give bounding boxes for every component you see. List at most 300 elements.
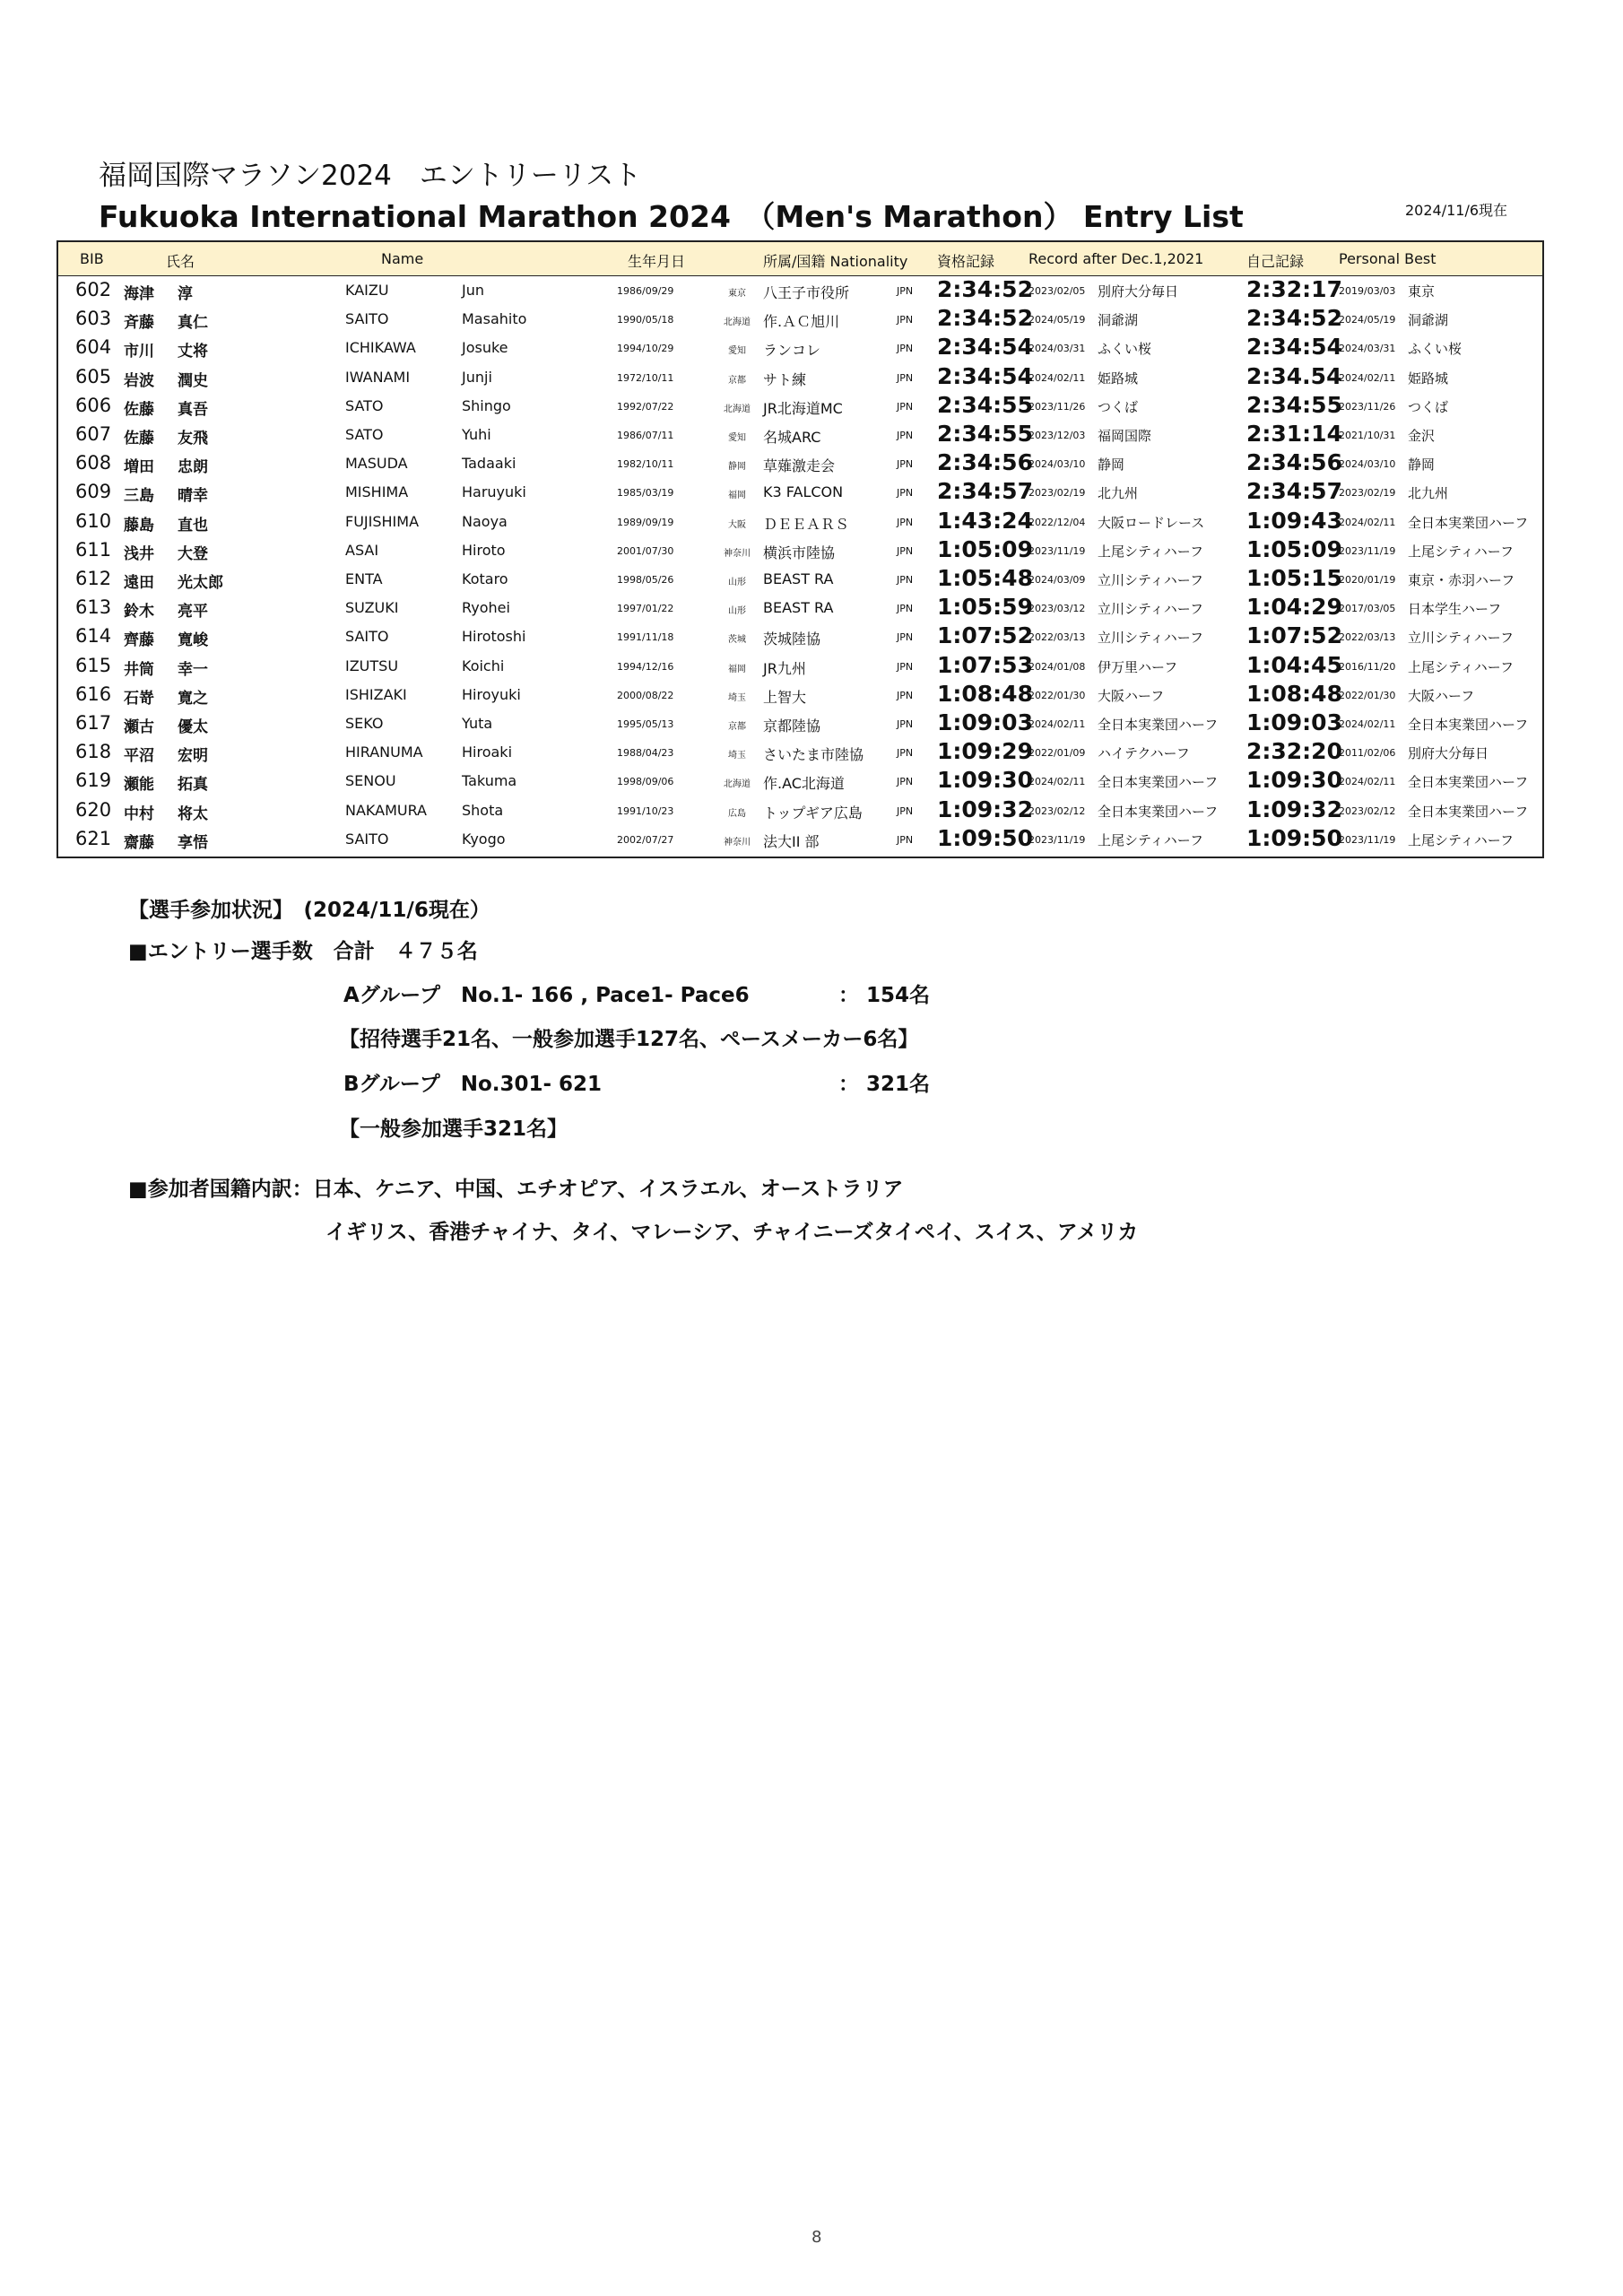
cell-given-name: Shingo xyxy=(462,396,511,414)
cell-qualifying-race: ふくい桜 xyxy=(1098,341,1152,358)
cell-qualifying-race: 上尾シティハーフ xyxy=(1098,831,1204,848)
cell-given-name: Kotaro xyxy=(462,570,508,587)
cell-qualifying-date: 2023/11/19 xyxy=(1028,833,1086,846)
cell-nationality: JPN xyxy=(897,689,914,701)
col-dob: 生年月日 xyxy=(628,253,686,270)
cell-qualifying-time: 1:09:29 xyxy=(937,738,1033,765)
cell-prefecture: 京都 xyxy=(728,375,746,386)
cell-prefecture: 山形 xyxy=(728,606,746,617)
cell-personal-best-race: 別府大分毎日 xyxy=(1408,745,1489,762)
cell-bib: 603 xyxy=(75,308,112,330)
cell-surname: SATO xyxy=(345,426,384,443)
cell-qualifying-race: 伊万里ハーフ xyxy=(1098,658,1178,675)
cell-surname-jp: 佐藤 xyxy=(124,430,154,448)
cell-bib: 612 xyxy=(75,568,112,589)
cell-given-name: Haruyuki xyxy=(462,483,526,501)
cell-qualifying-time: 1:09:32 xyxy=(937,796,1033,822)
cell-surname-jp: 中村 xyxy=(124,804,154,823)
cell-personal-best-date: 2023/02/12 xyxy=(1339,804,1396,817)
cell-nationality: JPN xyxy=(897,458,914,471)
cell-birth-date: 1990/05/18 xyxy=(617,314,674,326)
cell-bib: 610 xyxy=(75,509,112,532)
cell-nationality: JPN xyxy=(897,314,914,326)
cell-personal-best-date: 2020/01/19 xyxy=(1339,574,1396,586)
cell-personal-best-time: 2:34.54 xyxy=(1246,362,1342,389)
cell-qualifying-time: 1:09:50 xyxy=(937,824,1033,851)
table-row xyxy=(58,797,1542,826)
cell-given-name: Shota xyxy=(462,801,504,819)
cell-personal-best-date: 2019/03/03 xyxy=(1339,285,1396,297)
group-a: Aグループ No.1- 166 , Pace1- Pace6 xyxy=(343,984,750,1007)
cell-birth-date: 1991/10/23 xyxy=(617,804,674,817)
col-affiliation: 所属/国籍 Nationality xyxy=(763,253,908,270)
cell-qualifying-date: 2022/03/13 xyxy=(1028,631,1086,644)
cell-affiliation: ランコレ xyxy=(763,342,821,360)
cell-surname: SAITO xyxy=(345,830,389,848)
cell-qualifying-date: 2024/02/11 xyxy=(1028,776,1086,788)
cell-personal-best-race: 金沢 xyxy=(1408,428,1436,444)
cell-personal-best-date: 2017/03/05 xyxy=(1339,603,1396,615)
cell-personal-best-date: 2024/05/19 xyxy=(1339,314,1396,326)
cell-personal-best-date: 2023/11/26 xyxy=(1339,400,1396,413)
table-row xyxy=(58,450,1542,479)
cell-affiliation: 京都陸協 xyxy=(763,718,821,735)
cell-given-name-jp: 優太 xyxy=(178,718,208,736)
cell-birth-date: 1989/09/19 xyxy=(617,516,674,528)
cell-birth-date: 1972/10/11 xyxy=(617,371,674,384)
cell-prefecture: 山形 xyxy=(728,578,746,587)
cell-surname: HIRANUMA xyxy=(345,744,423,761)
cell-nationality: JPN xyxy=(897,487,914,500)
cell-personal-best-date: 2022/03/13 xyxy=(1339,631,1396,644)
cell-personal-best-race: 洞爺湖 xyxy=(1408,312,1449,329)
cell-bib: 609 xyxy=(75,481,112,503)
group-a-count: ： 154名 xyxy=(838,984,931,1007)
cell-nationality: JPN xyxy=(897,631,914,644)
cell-personal-best-race: 上尾シティハーフ xyxy=(1408,658,1515,675)
cell-affiliation: BEAST RA xyxy=(763,570,834,587)
cell-personal-best-time: 1:04:45 xyxy=(1246,651,1342,678)
cell-affiliation: サト練 xyxy=(763,370,807,388)
cell-given-name: Masahito xyxy=(462,310,527,328)
cell-prefecture: 東京 xyxy=(728,289,746,299)
nationalities-line-2: イギリス、香港チャイナ、タイ、マレーシア、チャイニーズタイペイ、スイス、アメリカ xyxy=(325,1221,1139,1244)
cell-bib: 605 xyxy=(75,365,112,387)
table-row xyxy=(58,509,1542,537)
cell-surname-jp: 齊藤 xyxy=(124,631,154,650)
cell-qualifying-time: 2:34:55 xyxy=(937,421,1033,447)
cell-personal-best-race: 立川シティハーフ xyxy=(1408,630,1515,647)
cell-bib: 614 xyxy=(75,625,112,648)
cell-personal-best-race: つくば xyxy=(1408,398,1449,415)
cell-bib: 615 xyxy=(75,654,112,676)
table-row xyxy=(58,768,1542,796)
cell-qualifying-date: 2023/12/03 xyxy=(1028,430,1086,441)
cell-qualifying-race: 立川シティハーフ xyxy=(1098,630,1204,647)
table-header xyxy=(58,242,1542,276)
cell-qualifying-time: 2:34:52 xyxy=(937,276,1033,302)
cell-personal-best-date: 2023/11/19 xyxy=(1339,833,1396,846)
cell-given-name-jp: 享悟 xyxy=(178,833,208,852)
cell-qualifying-time: 1:09:03 xyxy=(937,709,1033,735)
table-row xyxy=(58,277,1542,306)
cell-given-name-jp: 寛峻 xyxy=(178,631,208,650)
cell-prefecture: 埼玉 xyxy=(728,692,746,703)
cell-given-name-jp: 宏明 xyxy=(178,747,208,766)
cell-surname: ENTA xyxy=(345,570,383,587)
cell-birth-date: 1997/01/22 xyxy=(617,603,674,615)
cell-qualifying-time: 2:34:54 xyxy=(937,334,1033,361)
cell-affiliation: BEAST RA xyxy=(763,599,834,617)
col-name-jp: 氏名 xyxy=(166,253,195,270)
cell-personal-best-date: 2024/02/11 xyxy=(1339,516,1396,528)
cell-surname-jp: 瀬古 xyxy=(124,718,154,736)
cell-birth-date: 1998/05/26 xyxy=(617,574,674,586)
cell-birth-date: 1986/07/11 xyxy=(617,430,674,441)
cell-bib: 620 xyxy=(75,798,112,821)
as-of-date: 2024/11/6現在 xyxy=(1405,202,1508,219)
table-row xyxy=(58,595,1542,623)
cell-surname: ICHIKAWA xyxy=(345,339,416,357)
cell-nationality: JPN xyxy=(897,544,914,557)
cell-qualifying-race: 別府大分毎日 xyxy=(1098,283,1179,300)
cell-personal-best-time: 1:04:29 xyxy=(1246,594,1342,621)
cell-surname: NAKAMURA xyxy=(345,801,427,819)
cell-surname-jp: 岩波 xyxy=(124,371,154,390)
cell-given-name-jp: 将太 xyxy=(178,804,208,823)
table-row xyxy=(58,826,1542,855)
cell-surname: MISHIMA xyxy=(345,483,409,501)
cell-surname-jp: 鈴木 xyxy=(124,603,154,622)
cell-qualifying-race: つくば xyxy=(1098,398,1139,415)
cell-personal-best-race: 北九州 xyxy=(1408,485,1449,502)
cell-birth-date: 1994/12/16 xyxy=(617,660,674,673)
cell-bib: 611 xyxy=(75,538,112,561)
cell-given-name-jp: 亮平 xyxy=(178,603,208,622)
cell-qualifying-date: 2024/02/11 xyxy=(1028,371,1086,384)
group-b-count: ： 321名 xyxy=(838,1073,931,1096)
col-name: Name xyxy=(381,250,424,267)
cell-nationality: JPN xyxy=(897,516,914,528)
cell-surname: SENOU xyxy=(345,772,396,790)
cell-qualifying-race: 大阪ロードレース xyxy=(1098,514,1205,531)
cell-given-name: Junji xyxy=(462,368,492,386)
cell-personal-best-race: 姫路城 xyxy=(1408,370,1449,387)
cell-given-name: Takuma xyxy=(462,772,517,790)
cell-qualifying-race: ハイテクハーフ xyxy=(1098,745,1190,762)
table-row xyxy=(58,306,1542,335)
cell-surname: ISHIZAKI xyxy=(345,685,407,703)
col-record-after: Record after Dec.1,2021 xyxy=(1028,250,1204,267)
cell-affiliation: 八王子市役所 xyxy=(763,284,850,301)
cell-qualifying-date: 2022/01/30 xyxy=(1028,689,1086,701)
cell-qualifying-race: 福岡国際 xyxy=(1098,428,1152,444)
cell-affiliation: トップギア広島 xyxy=(763,804,863,822)
cell-qualifying-date: 2024/03/31 xyxy=(1028,343,1086,355)
cell-qualifying-date: 2023/11/19 xyxy=(1028,544,1086,557)
cell-surname: MASUDA xyxy=(345,455,408,473)
cell-affiliation: ＤＥＥＡＲＳ xyxy=(763,515,850,533)
cell-surname-jp: 平沼 xyxy=(124,747,154,766)
cell-qualifying-race: 全日本実業団ハーフ xyxy=(1098,803,1219,820)
group-b-detail: 【一般参加選手321名】 xyxy=(339,1118,568,1141)
cell-personal-best-date: 2024/03/31 xyxy=(1339,343,1396,355)
cell-personal-best-race: 全日本実業団ハーフ xyxy=(1408,717,1529,733)
cell-personal-best-time: 1:09:50 xyxy=(1246,824,1342,851)
page-number: 8 xyxy=(812,2228,822,2247)
cell-surname-jp: 瀬能 xyxy=(124,776,154,795)
cell-qualifying-time: 1:07:52 xyxy=(937,622,1033,649)
cell-affiliation: 上智大 xyxy=(763,688,807,706)
cell-prefecture: 京都 xyxy=(728,722,746,732)
cell-qualifying-time: 1:05:59 xyxy=(937,594,1033,621)
cell-surname-jp: 藤島 xyxy=(124,516,154,535)
cell-given-name-jp: 丈将 xyxy=(178,343,208,361)
cell-affiliation: 名城ARC xyxy=(763,429,821,446)
cell-surname: SUZUKI xyxy=(345,599,399,617)
cell-birth-date: 1985/03/19 xyxy=(617,487,674,500)
cell-qualifying-date: 2023/02/19 xyxy=(1028,487,1086,500)
cell-surname: IWANAMI xyxy=(345,368,411,386)
cell-prefecture: 福岡 xyxy=(728,664,746,674)
cell-nationality: JPN xyxy=(897,343,914,355)
cell-personal-best-date: 2024/02/11 xyxy=(1339,776,1396,788)
cell-prefecture: 大阪 xyxy=(728,519,746,530)
cell-given-name: Yuta xyxy=(462,715,493,732)
cell-affiliation: K3 FALCON xyxy=(763,483,844,501)
summary-heading: 【選手参加状況】 (2024/11/6現在） xyxy=(128,899,490,922)
cell-bib: 608 xyxy=(75,452,112,474)
cell-qualifying-time: 2:34:55 xyxy=(937,391,1033,418)
cell-nationality: JPN xyxy=(897,603,914,615)
cell-given-name: Hirotoshi xyxy=(462,628,526,646)
cell-qualifying-time: 1:43:24 xyxy=(937,507,1033,534)
cell-personal-best-time: 2:34:54 xyxy=(1246,334,1342,361)
cell-bib: 617 xyxy=(75,712,112,734)
cell-nationality: JPN xyxy=(897,285,914,297)
cell-given-name: Ryohei xyxy=(462,599,510,617)
cell-given-name-jp: 忠朗 xyxy=(178,458,208,477)
cell-qualifying-date: 2022/12/04 xyxy=(1028,516,1086,528)
cell-personal-best-time: 1:09:32 xyxy=(1246,796,1342,822)
cell-nationality: JPN xyxy=(897,747,914,760)
cell-surname: ASAI xyxy=(345,541,379,559)
cell-personal-best-race: 東京 xyxy=(1408,283,1436,300)
cell-qualifying-race: 洞爺湖 xyxy=(1098,312,1139,329)
cell-qualifying-date: 2024/03/10 xyxy=(1028,458,1086,471)
table-row xyxy=(58,710,1542,739)
cell-given-name-jp: 淳 xyxy=(178,285,193,303)
cell-surname-jp: 三島 xyxy=(124,487,154,506)
table-row xyxy=(58,739,1542,768)
col-bib: BIB xyxy=(80,250,104,267)
cell-birth-date: 1994/10/29 xyxy=(617,343,674,355)
cell-prefecture: 福岡 xyxy=(728,491,746,501)
cell-qualifying-date: 2023/11/26 xyxy=(1028,400,1086,413)
cell-birth-date: 2000/08/22 xyxy=(617,689,674,701)
cell-qualifying-race: 北九州 xyxy=(1098,485,1139,502)
cell-given-name-jp: 寛之 xyxy=(178,689,208,708)
cell-qualifying-date: 2023/03/12 xyxy=(1028,603,1086,615)
cell-personal-best-time: 1:09:43 xyxy=(1246,507,1342,534)
cell-personal-best-time: 2:32:17 xyxy=(1246,276,1342,302)
cell-personal-best-time: 2:34:52 xyxy=(1246,305,1342,332)
cell-qualifying-date: 2023/02/12 xyxy=(1028,804,1086,817)
cell-personal-best-date: 2024/02/11 xyxy=(1339,718,1396,730)
cell-birth-date: 1998/09/06 xyxy=(617,776,674,788)
table-row xyxy=(58,335,1542,363)
cell-bib: 619 xyxy=(75,770,112,792)
cell-surname-jp: 海津 xyxy=(124,285,154,303)
table-row xyxy=(58,393,1542,422)
cell-birth-date: 1982/10/11 xyxy=(617,458,674,471)
cell-given-name: Josuke xyxy=(462,339,508,357)
col-qualifying: 資格記録 xyxy=(937,253,995,270)
cell-qualifying-race: 静岡 xyxy=(1098,457,1125,474)
cell-qualifying-race: 立川シティハーフ xyxy=(1098,572,1204,588)
cell-nationality: JPN xyxy=(897,804,914,817)
cell-personal-best-race: 上尾シティハーフ xyxy=(1408,543,1515,560)
cell-nationality: JPN xyxy=(897,574,914,586)
cell-personal-best-time: 2:34:55 xyxy=(1246,391,1342,418)
cell-surname: SATO xyxy=(345,396,384,414)
cell-personal-best-time: 2:34:56 xyxy=(1246,449,1342,476)
cell-affiliation: 草薙激走会 xyxy=(763,457,836,475)
cell-given-name: Yuhi xyxy=(462,426,491,443)
cell-nationality: JPN xyxy=(897,833,914,846)
table-row xyxy=(58,537,1542,566)
cell-personal-best-time: 1:08:48 xyxy=(1246,680,1342,707)
cell-nationality: JPN xyxy=(897,776,914,788)
cell-given-name: Jun xyxy=(462,282,484,299)
title-english: Fukuoka International Marathon 2024 （Men's Marathon） Entry List xyxy=(99,199,1244,234)
cell-prefecture: 静岡 xyxy=(728,462,746,473)
cell-affiliation: JR北海道MC xyxy=(763,399,843,417)
cell-prefecture: 愛知 xyxy=(728,346,746,357)
cell-given-name-jp: 真吾 xyxy=(178,400,208,419)
cell-prefecture: 茨城 xyxy=(728,635,746,646)
cell-surname-jp: 齋藤 xyxy=(124,833,154,852)
cell-personal-best-time: 1:05:09 xyxy=(1246,535,1342,562)
cell-qualifying-time: 1:09:30 xyxy=(937,767,1033,794)
cell-surname-jp: 井筒 xyxy=(124,660,154,679)
table-row xyxy=(58,422,1542,450)
cell-nationality: JPN xyxy=(897,400,914,413)
cell-personal-best-race: 東京・赤羽ハーフ xyxy=(1408,572,1515,588)
cell-qualifying-date: 2023/02/05 xyxy=(1028,285,1086,297)
cell-birth-date: 1992/07/22 xyxy=(617,400,674,413)
cell-birth-date: 1991/11/18 xyxy=(617,631,674,644)
cell-qualifying-time: 1:08:48 xyxy=(937,680,1033,707)
cell-prefecture: 広島 xyxy=(728,808,746,819)
cell-given-name: Tadaaki xyxy=(462,455,516,473)
cell-surname-jp: 増田 xyxy=(124,458,154,477)
cell-qualifying-time: 2:34:57 xyxy=(937,478,1033,505)
cell-surname: SEKO xyxy=(345,715,384,732)
cell-surname: IZUTSU xyxy=(345,657,399,674)
cell-qualifying-time: 2:34:54 xyxy=(937,362,1033,389)
cell-personal-best-time: 2:34:57 xyxy=(1246,478,1342,505)
cell-bib: 602 xyxy=(75,279,112,300)
table-row xyxy=(58,566,1542,595)
cell-personal-best-date: 2024/03/10 xyxy=(1339,458,1396,471)
table-row xyxy=(58,653,1542,682)
cell-affiliation: JR九州 xyxy=(763,659,806,677)
cell-given-name: Hiroaki xyxy=(462,744,513,761)
col-personal-best: Personal Best xyxy=(1339,250,1436,267)
group-a-detail: 【招待選手21名、一般参加選手127名、ペースメーカー6名】 xyxy=(339,1028,919,1051)
cell-given-name-jp: 大登 xyxy=(178,544,208,563)
cell-qualifying-time: 1:05:48 xyxy=(937,565,1033,591)
cell-surname-jp: 浅井 xyxy=(124,544,154,563)
entry-table xyxy=(56,240,1544,858)
cell-given-name-jp: 光太郎 xyxy=(178,574,223,592)
cell-prefecture: 北海道 xyxy=(724,404,751,414)
cell-affiliation: 作.AC北海道 xyxy=(763,775,845,793)
cell-surname: KAIZU xyxy=(345,282,389,299)
col-self-record: 自己記録 xyxy=(1246,253,1305,270)
cell-given-name: Hiroyuki xyxy=(462,685,521,703)
cell-qualifying-race: 全日本実業団ハーフ xyxy=(1098,774,1219,791)
cell-given-name-jp: 拓真 xyxy=(178,776,208,795)
cell-personal-best-date: 2022/01/30 xyxy=(1339,689,1396,701)
title-japanese: 福岡国際マラソン2024 エントリーリスト xyxy=(99,160,642,192)
cell-personal-best-date: 2024/02/11 xyxy=(1339,371,1396,384)
cell-qualifying-race: 上尾シティハーフ xyxy=(1098,543,1204,560)
cell-qualifying-time: 2:34:56 xyxy=(937,449,1033,476)
cell-qualifying-race: 全日本実業団ハーフ xyxy=(1098,717,1219,733)
cell-personal-best-race: 全日本実業団ハーフ xyxy=(1408,514,1529,531)
cell-given-name-jp: 晴幸 xyxy=(178,487,208,506)
cell-affiliation: 作.ＡＣ旭川 xyxy=(763,313,840,331)
cell-qualifying-date: 2024/02/11 xyxy=(1028,718,1086,730)
cell-given-name: Koichi xyxy=(462,657,505,674)
cell-surname-jp: 佐藤 xyxy=(124,400,154,419)
cell-nationality: JPN xyxy=(897,430,914,441)
cell-bib: 618 xyxy=(75,741,112,763)
cell-personal-best-time: 1:09:03 xyxy=(1246,709,1342,735)
cell-qualifying-time: 2:34:52 xyxy=(937,305,1033,332)
cell-personal-best-time: 2:31:14 xyxy=(1246,421,1342,447)
cell-qualifying-date: 2024/03/09 xyxy=(1028,574,1086,586)
cell-surname: SAITO xyxy=(345,628,389,646)
cell-qualifying-time: 1:07:53 xyxy=(937,651,1033,678)
cell-prefecture: 北海道 xyxy=(724,317,751,328)
cell-given-name: Naoya xyxy=(462,512,508,530)
cell-bib: 604 xyxy=(75,336,112,359)
cell-personal-best-date: 2023/02/19 xyxy=(1339,487,1396,500)
cell-prefecture: 埼玉 xyxy=(728,751,746,761)
cell-qualifying-race: 姫路城 xyxy=(1098,370,1139,387)
cell-given-name-jp: 潤史 xyxy=(178,371,208,390)
entry-total: ■エントリー選手数 合計 ４７５名 xyxy=(128,940,478,963)
cell-personal-best-time: 1:07:52 xyxy=(1246,622,1342,649)
cell-affiliation: 法大II 部 xyxy=(763,832,820,850)
cell-prefecture: 神奈川 xyxy=(724,837,751,848)
cell-personal-best-time: 2:32:20 xyxy=(1246,738,1342,765)
cell-birth-date: 1995/05/13 xyxy=(617,718,674,730)
cell-qualifying-date: 2022/01/09 xyxy=(1028,747,1086,760)
cell-birth-date: 1986/09/29 xyxy=(617,285,674,297)
cell-prefecture: 北海道 xyxy=(724,779,751,790)
cell-qualifying-date: 2024/05/19 xyxy=(1028,314,1086,326)
cell-qualifying-race: 大阪ハーフ xyxy=(1098,687,1165,704)
nationalities-line-1: ■参加者国籍内訳：日本、ケニア、中国、エチオピア、イスラエル、オーストラリア xyxy=(128,1178,904,1201)
cell-qualifying-race: 立川シティハーフ xyxy=(1098,601,1204,618)
cell-bib: 606 xyxy=(75,394,112,416)
cell-given-name: Hiroto xyxy=(462,541,506,559)
cell-personal-best-race: 全日本実業団ハーフ xyxy=(1408,774,1529,791)
